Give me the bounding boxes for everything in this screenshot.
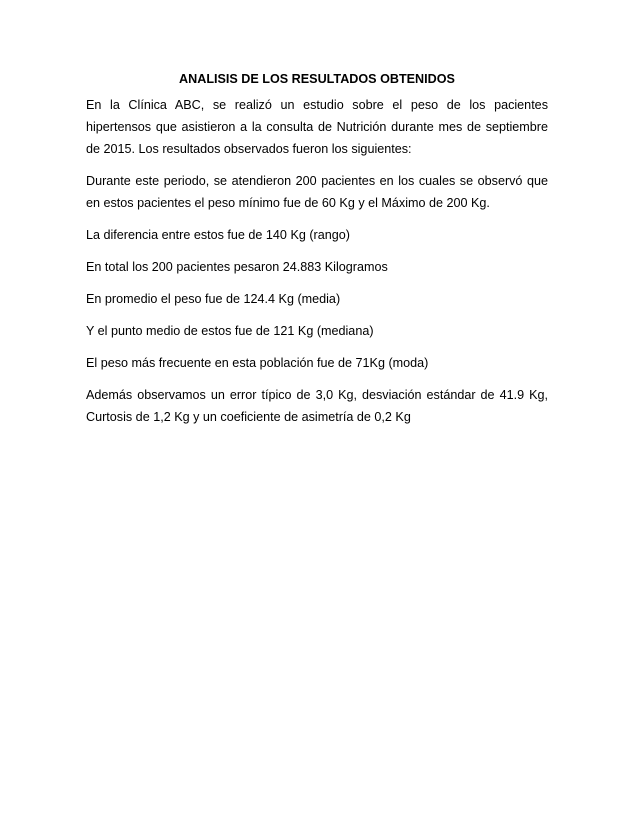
paragraph-study-intro: En la Clínica ABC, se realizó un estudio sobre el peso de los pacientes hipertensos que asistieron a la consulta de Nutrición durante mes de septiembre de 2015. Los resultados observados fueron los siguientes: — [86, 98, 548, 156]
paragraph-dispersion: Además observamos un error típico de 3,0 Kg, desviación estándar de 41.9 Kg, Curtosis de 1,2 Kg y un coeficiente de asimetría de 0,2 Kg — [86, 388, 548, 424]
paragraph-min-max: Durante este periodo, se atendieron 200 pacientes en los cuales se observó que en estos pacientes el peso mínimo fue de 60 Kg y el Máximo de 200 Kg. — [86, 174, 548, 210]
paragraph-total-weight: En total los 200 pacientes pesaron 24.883 Kilogramos — [86, 260, 388, 274]
paragraph-median: Y el punto medio de estos fue de 121 Kg (mediana) — [86, 324, 374, 338]
paragraph-range: La diferencia entre estos fue de 140 Kg (rango) — [86, 228, 350, 242]
document-page — [86, 70, 548, 438]
paragraph-mode: El peso más frecuente en esta población fue de 71Kg (moda) — [86, 356, 429, 370]
paragraph-mean: En promedio el peso fue de 124.4 Kg (media) — [86, 292, 341, 306]
document-title: ANALISIS DE LOS RESULTADOS OBTENIDOS — [179, 72, 455, 86]
